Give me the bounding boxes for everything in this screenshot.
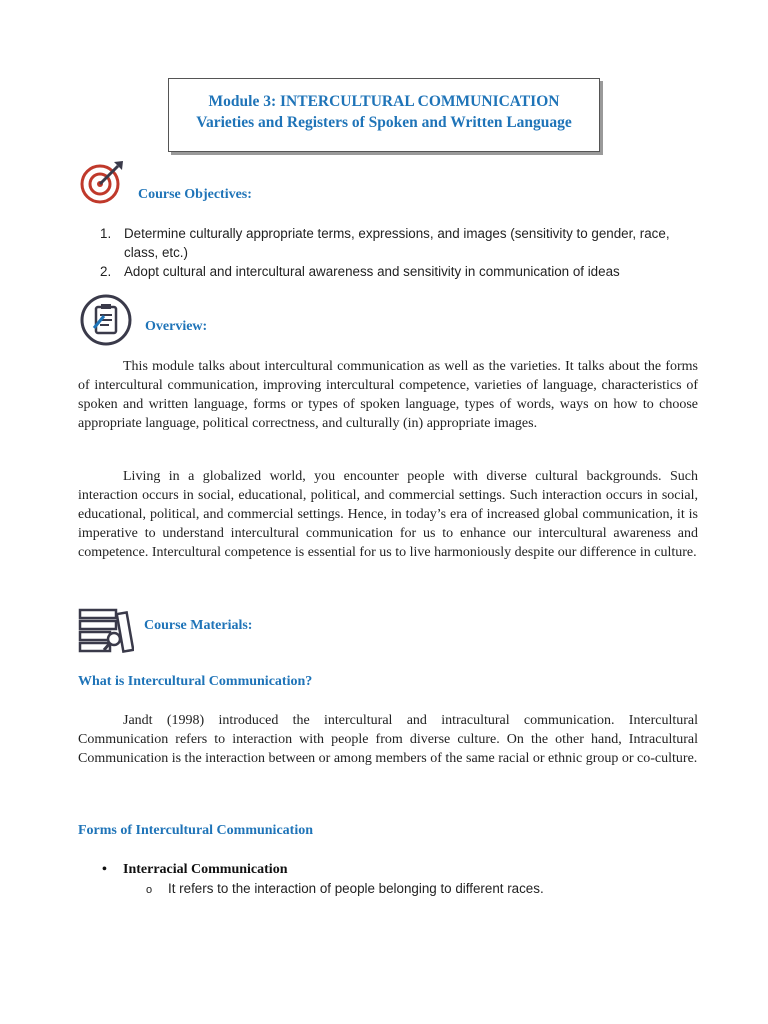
clipboard-icon xyxy=(80,294,132,346)
module-title: Module 3: INTERCULTURAL COMMUNICATION xyxy=(208,93,560,110)
objectives-heading: Course Objectives: xyxy=(138,187,252,202)
overview-paragraph-1: This module talks about intercultural communication as well as the varieties. It talks about the forms of intercultural communication, improving intercultural competence, varieties of language, characteristics of spoken and written language, forms or types of spoken language, types of words, ways on how to choose appropriate language, political correctness, and culturally (in) appropriate images. xyxy=(78,359,698,431)
overview-paragraph-2: Living in a globalized world, you encounter people with diverse cultural backgrounds. Such interaction occurs in social, educational, political, and commercial settings. Such interaction occurs in social, educational, political, and commercial settings. Hence, in today’s era of increased global communication, it is imperative to understand intercultural communication for us to enhance our intercultural awareness and competence. Intercultural competence is essential for us to live harmoniously despite our difference in culture. xyxy=(78,469,698,560)
list-item: o It refers to the interaction of people belonging to different races. xyxy=(146,881,544,896)
books-icon xyxy=(78,607,134,655)
overview-heading: Overview: xyxy=(145,319,208,334)
materials-paragraph: Jandt (1998) introduced the intercultural and intracultural communication. Intercultural Communication refers to interaction with people from diverse culture. On the other hand, Intracultural Communication is the interaction between or among members of the same racial or ethnic group or co-culture. xyxy=(78,713,698,766)
module-title-box xyxy=(168,78,600,152)
target-icon xyxy=(78,158,126,204)
module-subtitle: Varieties and Registers of Spoken and Written Language xyxy=(196,114,572,131)
what-is-heading: What is Intercultural Communication? xyxy=(78,674,313,689)
list-item: 1. Determine culturally appropriate terms, expressions, and images (sensitivity to gender, race, class, etc.) xyxy=(100,226,670,260)
materials-heading: Course Materials: xyxy=(144,618,253,633)
forms-heading: Forms of Intercultural Communication xyxy=(78,823,313,838)
list-item: 2. Adopt cultural and intercultural awareness and sensitivity in communication of ideas xyxy=(100,264,620,279)
list-item: • Interracial Communication xyxy=(102,862,288,877)
objectives-list xyxy=(100,224,700,281)
